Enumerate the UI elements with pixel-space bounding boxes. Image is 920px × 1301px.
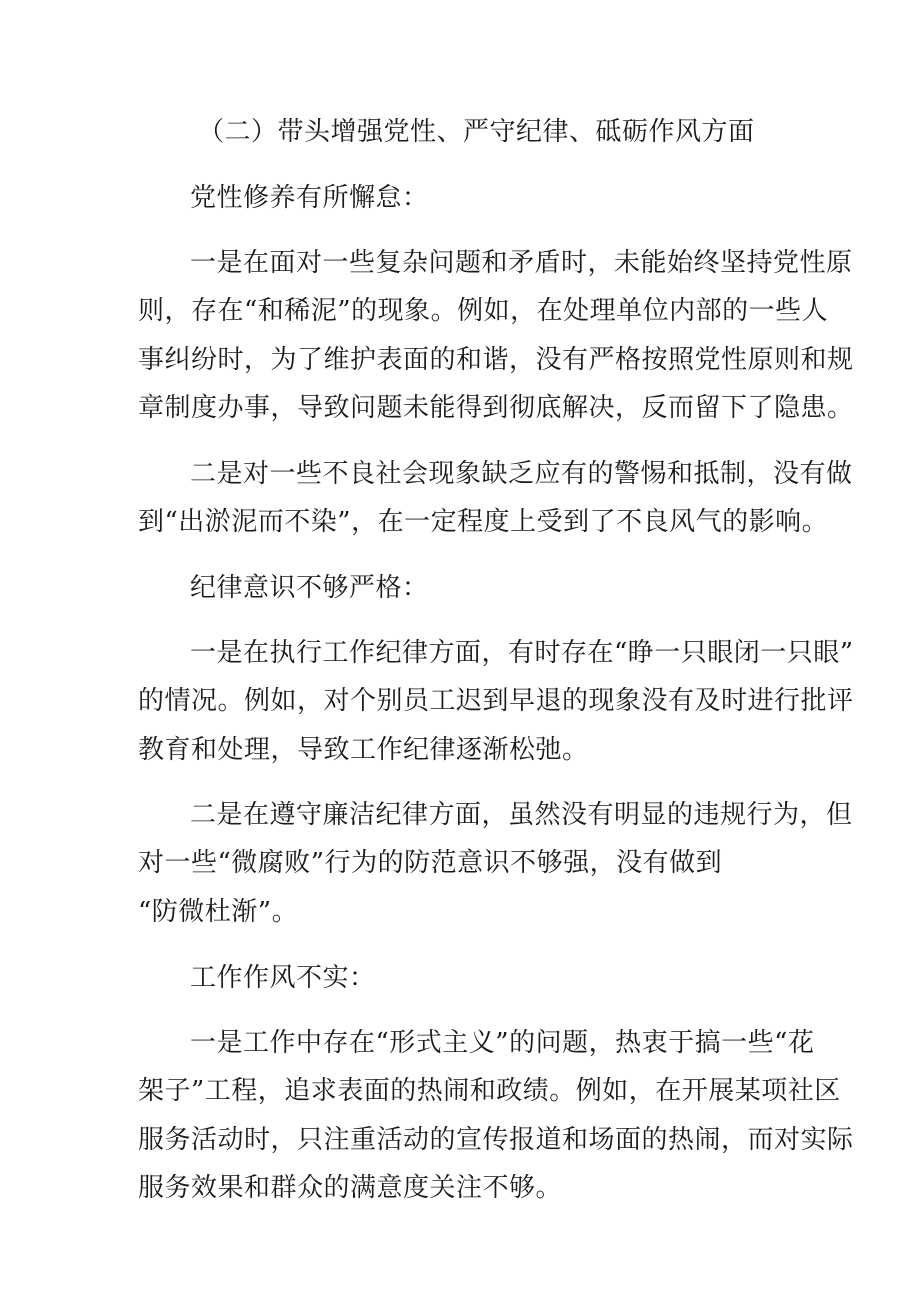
paragraph-line: 架子”工程，追求表面的热闹和政绩。例如，在开展某项社区 xyxy=(138,1076,841,1106)
section-heading: （二）带头增强党性、严守纪律、砥砺作风方面 xyxy=(198,117,755,147)
paragraph-line: 对一些“微腐败”行为的防范意识不够强，没有做到 xyxy=(138,848,723,878)
paragraph-line: 章制度办事，导致问题未能得到彻底解决，反而留下了隐患。 xyxy=(138,393,854,423)
paragraph-line: 服务效果和群众的满意度关注不够。 xyxy=(138,1173,563,1203)
paragraph-line: 一是工作中存在“形式主义”的问题，热衷于搞一些“花 xyxy=(190,1028,815,1058)
subsection-title-work-style: 工作作风不实： xyxy=(190,963,376,993)
paragraph-line: 服务活动时，只注重活动的宣传报道和场面的热闹，而对实际 xyxy=(138,1125,854,1155)
paragraph-line: 教育和处理，导致工作纪律逐渐松弛。 xyxy=(138,735,589,765)
paragraph-line: 一是在执行工作纪律方面，有时存在“睁一只眼闭一只眼” xyxy=(190,638,854,668)
paragraph-line: 则，存在“和稀泥”的现象。例如，在处理单位内部的一些人 xyxy=(138,296,829,326)
subsection-title-discipline: 纪律意识不够严格： xyxy=(190,573,429,603)
paragraph-line: 的情况。例如，对个别员工迟到早退的现象没有及时进行批评 xyxy=(138,686,854,716)
paragraph-line: 一是在面对一些复杂问题和矛盾时，未能始终坚持党性原 xyxy=(190,248,853,278)
paragraph-line: “防微杜渐”。 xyxy=(138,897,299,927)
paragraph-line: 二是在遵守廉洁纪律方面，虽然没有明显的违规行为，但 xyxy=(190,800,853,830)
paragraph-line: 二是对一些不良社会现象缺乏应有的警惕和抵制，没有做 xyxy=(190,459,853,489)
paragraph-line: 事纠纷时，为了维护表面的和谐，没有严格按照党性原则和规 xyxy=(138,345,854,375)
paragraph-line: 到“出淤泥而不染”，在一定程度上受到了不良风气的影响。 xyxy=(138,507,829,537)
subsection-title-party-spirit: 党性修养有所懈怠： xyxy=(190,183,429,213)
